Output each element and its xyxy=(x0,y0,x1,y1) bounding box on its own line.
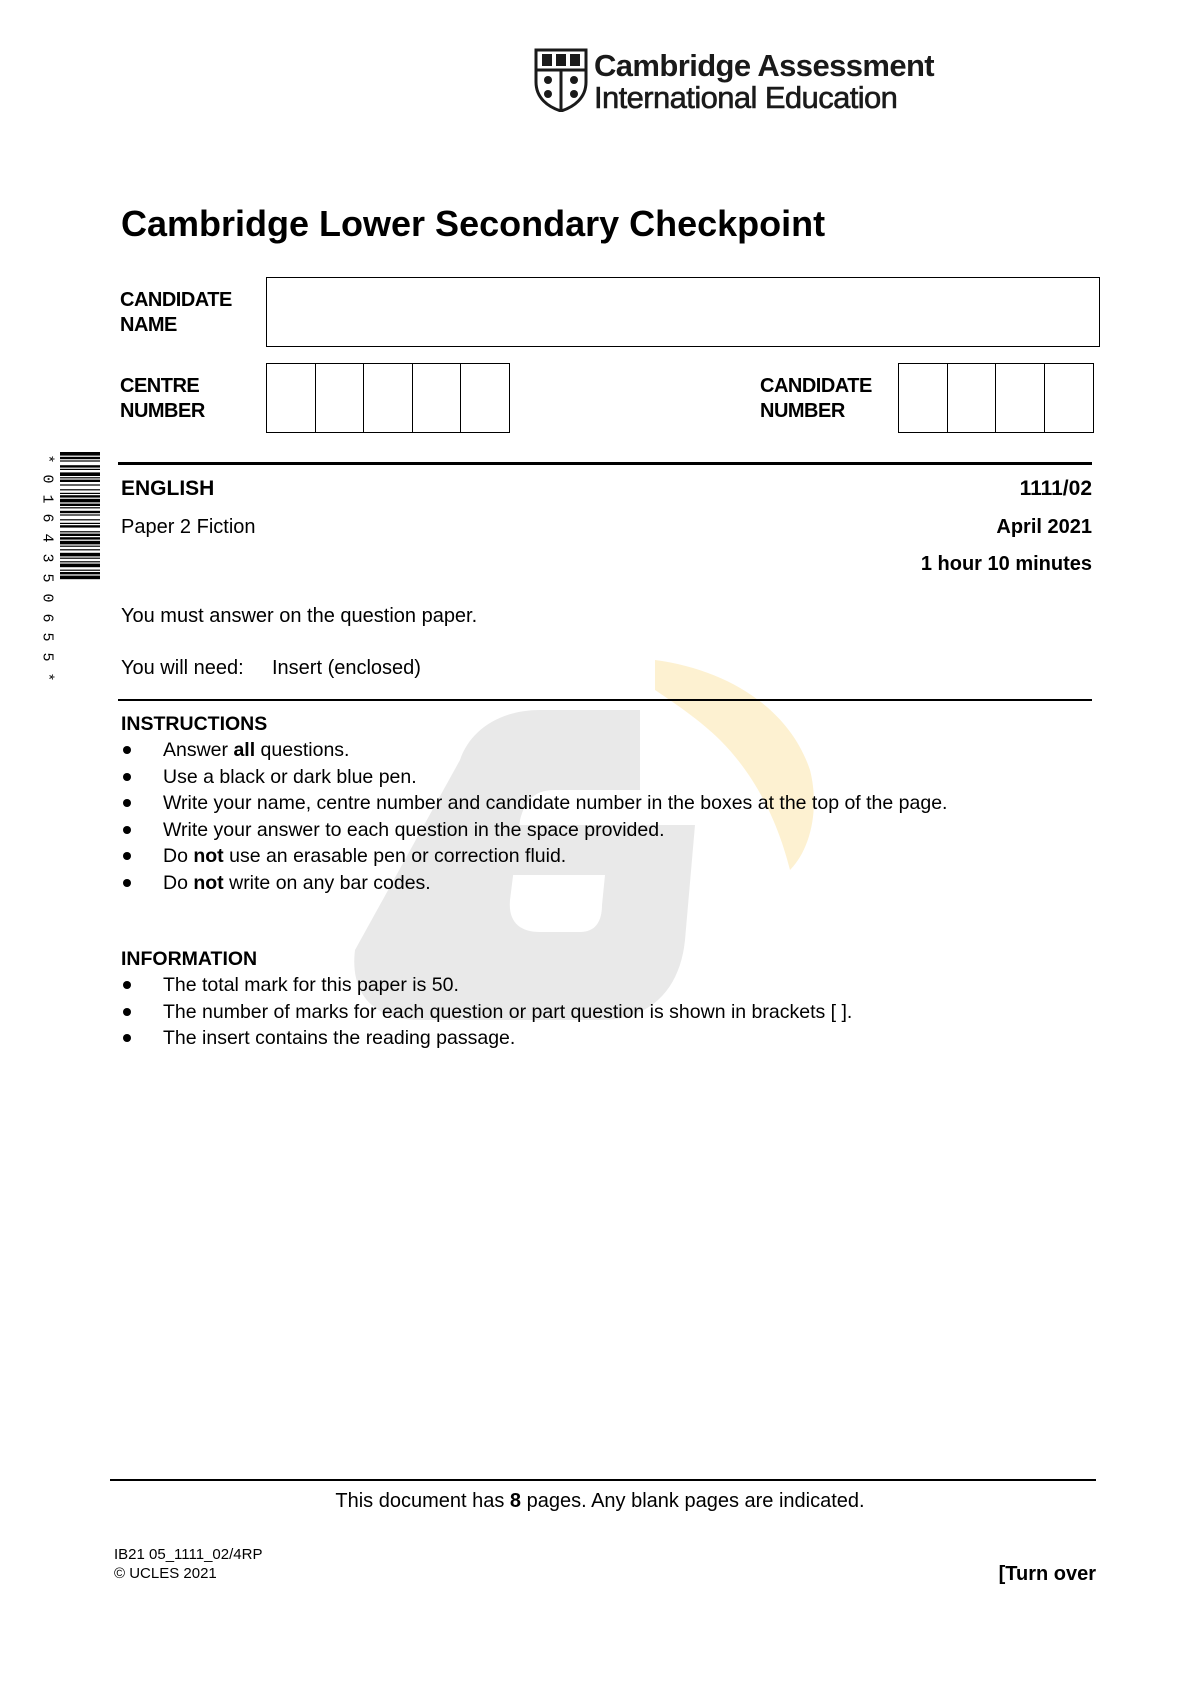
barcode-bar xyxy=(60,534,100,536)
need-value: Insert (enclosed) xyxy=(272,657,421,679)
information-list xyxy=(121,972,852,1052)
instruction-item: Do not write on any bar codes. xyxy=(121,870,947,897)
information-item: The number of marks for each question or part question is shown in brackets [ ]. xyxy=(121,999,852,1026)
barcode-bar xyxy=(60,452,100,456)
exam-duration: 1 hour 10 minutes xyxy=(920,553,1092,575)
barcode-bar xyxy=(60,489,100,490)
barcode-bar xyxy=(60,514,100,515)
barcode-bar xyxy=(60,499,100,503)
barcode-bar xyxy=(60,480,100,482)
barcode-bar xyxy=(60,507,100,508)
instruction-item: Answer all questions. xyxy=(121,737,947,764)
barcode-bar xyxy=(60,460,100,461)
candidate-number-digit-box[interactable] xyxy=(995,363,1045,433)
centre-number-digit-box[interactable] xyxy=(363,363,413,433)
centre-number-label: CENTRE NUMBER xyxy=(120,375,205,422)
bullet-icon xyxy=(123,852,131,860)
information-item: The total mark for this paper is 50. xyxy=(121,972,852,999)
turn-over-note: [Turn over xyxy=(998,1563,1096,1585)
footer-divider xyxy=(110,1479,1096,1481)
exam-session: April 2021 xyxy=(996,516,1092,538)
footer-reference xyxy=(114,1545,262,1583)
barcode-bar xyxy=(60,525,100,527)
centre-number-field[interactable] xyxy=(266,363,510,433)
barcode-bar xyxy=(60,572,100,574)
barcode-bar xyxy=(60,564,100,568)
centre-number-digit-box[interactable] xyxy=(266,363,316,433)
header-divider xyxy=(118,462,1092,465)
barcode-digits: * 0 1 6 4 3 5 0 6 5 5 * xyxy=(38,454,56,682)
bullet-icon xyxy=(123,773,131,781)
bullet-icon xyxy=(123,1034,131,1042)
barcode-bar xyxy=(60,472,100,476)
barcode-bar xyxy=(60,523,100,524)
barcode-bar xyxy=(60,495,100,497)
candidate-number-digit-box[interactable] xyxy=(1044,363,1094,433)
instruction-item: Use a black or dark blue pen. xyxy=(121,764,947,791)
instructions-heading: INSTRUCTIONS xyxy=(121,713,268,735)
centre-number-digit-box[interactable] xyxy=(460,363,510,433)
bullet-icon xyxy=(123,826,131,834)
page-title: Cambridge Lower Secondary Checkpoint xyxy=(121,203,826,244)
information-item: The insert contains the reading passage. xyxy=(121,1025,852,1052)
logo-text-line2: International Education xyxy=(594,80,898,115)
bullet-icon xyxy=(123,1008,131,1016)
barcode-bar xyxy=(60,504,100,506)
instruction-item: Write your name, centre number and candidate number in the boxes at the top of the page. xyxy=(121,790,947,817)
bullet-icon xyxy=(123,879,131,887)
barcode-bar xyxy=(60,553,100,557)
barcode-bar xyxy=(60,558,100,559)
bullet-icon xyxy=(123,981,131,989)
barcode-bar xyxy=(60,493,100,494)
barcode-bar xyxy=(60,484,100,485)
barcode-bar xyxy=(60,546,100,547)
candidate-name-label: CANDIDATE NAME xyxy=(120,289,232,336)
instruction-item: Do not use an erasable pen or correction fluid. xyxy=(121,843,947,870)
paper-code: 1111/02 xyxy=(1019,477,1092,500)
subject-name: ENGLISH xyxy=(121,477,215,500)
candidate-number-digit-box[interactable] xyxy=(947,363,997,433)
barcode-bar xyxy=(60,465,100,467)
centre-number-digit-box[interactable] xyxy=(315,363,365,433)
paper-name: Paper 2 Fiction xyxy=(121,516,256,538)
need-label: You will need: xyxy=(121,657,244,679)
instructions-list xyxy=(121,737,947,896)
barcode-bar xyxy=(60,541,100,545)
candidate-number-label: CANDIDATE NUMBER xyxy=(760,375,872,422)
barcode-bar xyxy=(60,537,100,539)
barcode-bar xyxy=(60,519,100,520)
barcode-bar xyxy=(60,570,100,571)
information-heading: INFORMATION xyxy=(121,948,258,970)
copyright: © UCLES 2021 xyxy=(114,1565,217,1582)
barcode xyxy=(38,452,100,684)
barcode-bar xyxy=(60,457,100,459)
barcode-bar xyxy=(60,531,100,532)
details-divider xyxy=(118,699,1092,701)
barcode-bar xyxy=(60,561,100,562)
barcode-bars xyxy=(60,452,100,684)
candidate-number-field[interactable] xyxy=(898,363,1094,433)
logo-text-line1: Cambridge Assessment xyxy=(594,48,935,83)
instruction-item: Write your answer to each question in the space provided. xyxy=(121,817,947,844)
barcode-bar xyxy=(60,469,100,470)
answer-note: You must answer on the question paper. xyxy=(121,605,478,627)
reference-code: IB21 05_1111_02/4RP xyxy=(114,1546,263,1563)
cambridge-logo xyxy=(534,48,935,118)
page-count-note: This document has 8 pages. Any blank pages are indicated. xyxy=(335,1490,865,1512)
candidate-number-digit-box[interactable] xyxy=(898,363,948,433)
bullet-icon xyxy=(123,799,131,807)
centre-number-digit-box[interactable] xyxy=(412,363,462,433)
candidate-name-field[interactable] xyxy=(266,277,1100,347)
crest-icon xyxy=(534,48,588,112)
barcode-bar xyxy=(60,511,100,513)
bullet-icon xyxy=(123,746,131,754)
barcode-bar xyxy=(60,477,100,478)
barcode-bar xyxy=(60,576,100,580)
barcode-bar xyxy=(60,549,100,550)
